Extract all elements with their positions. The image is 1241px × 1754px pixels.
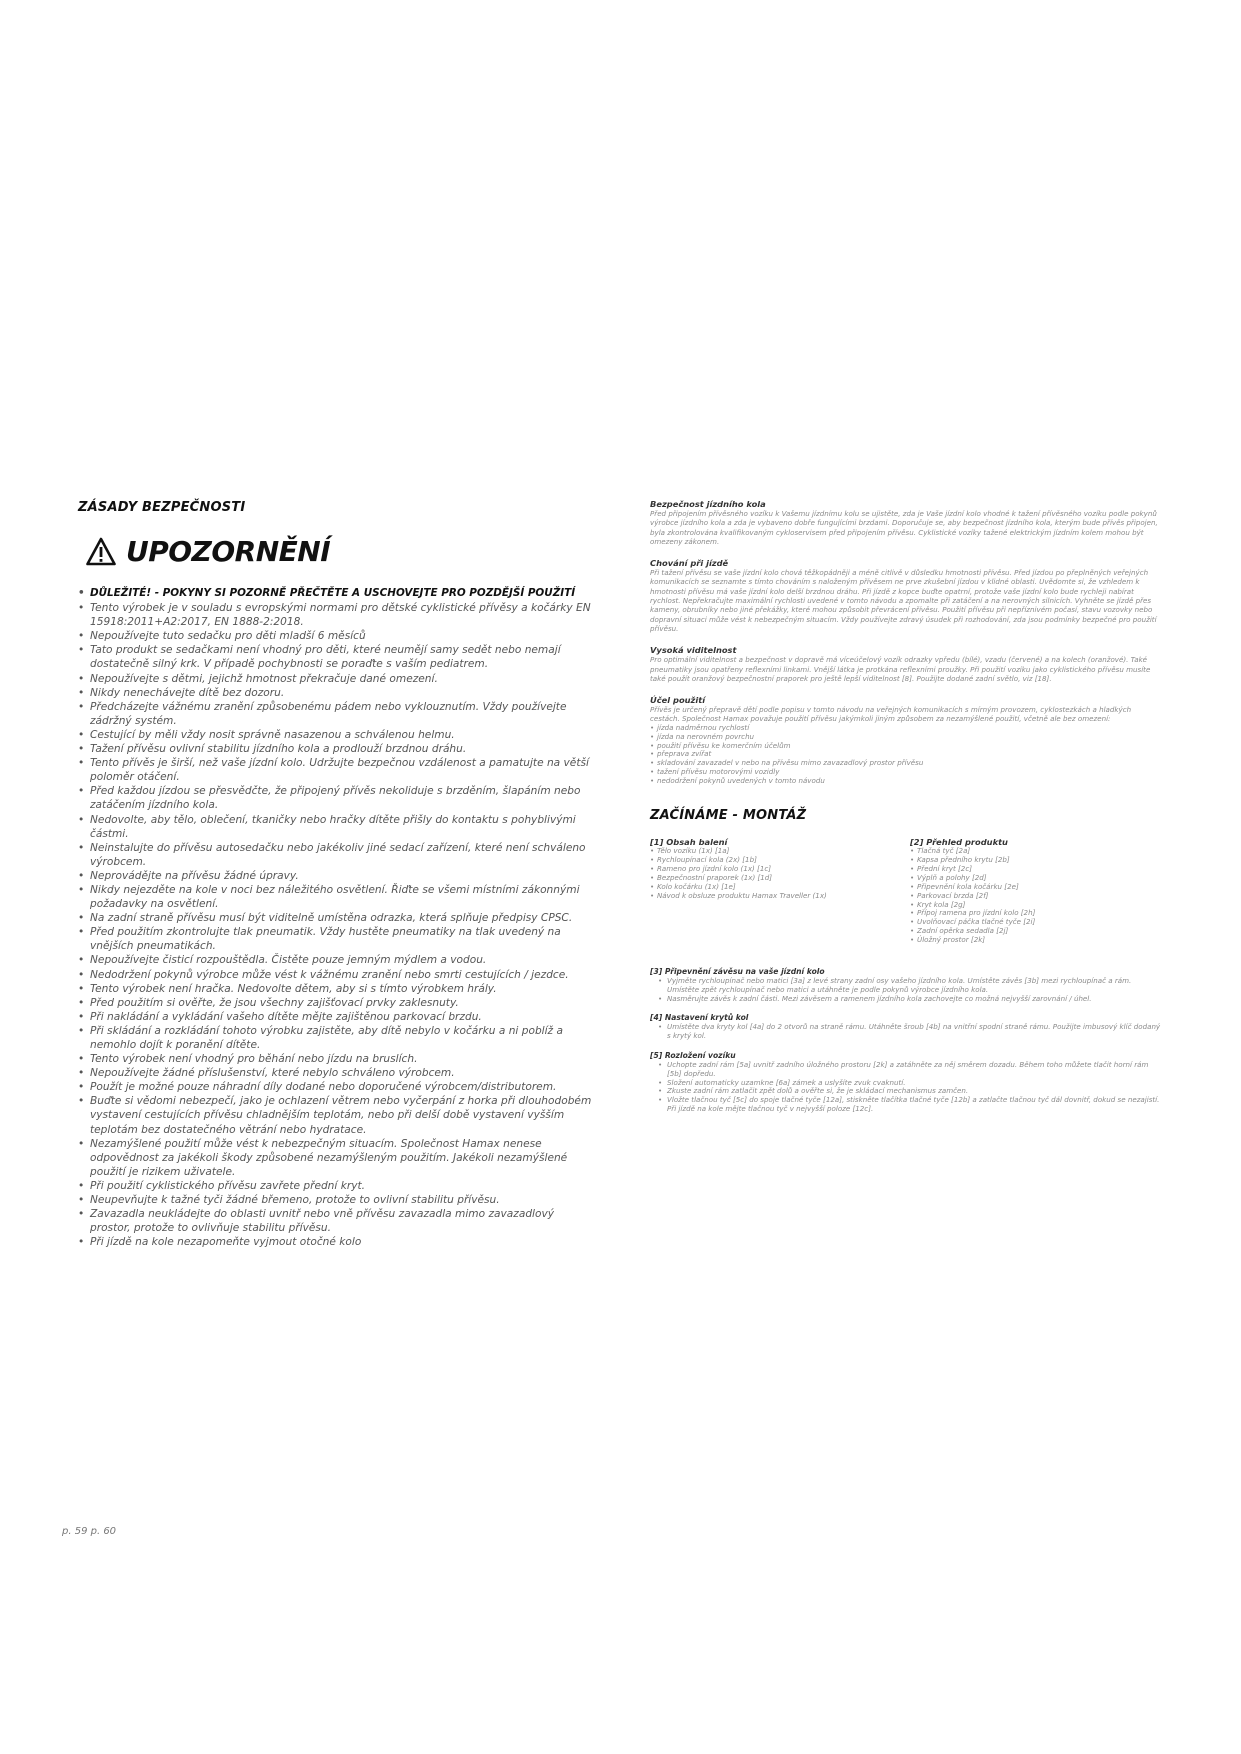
- list-item: • Při skládání a rozkládání tohoto výrobku zajistěte, aby dítě nebylo v kočárku a ni poblíž a nemohlo dojít k poranění dítěte.: [78, 1024, 593, 1052]
- warning-triangle-icon: [86, 537, 116, 567]
- warning-title: UPOZORNĚNÍ: [126, 535, 331, 568]
- list-item: • Nedodržení pokynů výrobce může vést k vážnému zranění nebo smrti cestujících / jezdce.: [78, 968, 593, 982]
- list-item: • Složení automaticky uzamkne [6a] zámek a uslyšíte zvuk cvaknutí.: [658, 1079, 1162, 1088]
- step-heading: [5] Rozložení vozíku: [650, 1051, 736, 1061]
- list-item: • Před každou jízdou se přesvědčte, že připojený přívěs nekoliduje s brzděním, šlapáním nebo zatáčením jízdního kola.: [78, 784, 593, 812]
- section-title: ZÁSADY BEZPEČNOSTI: [78, 500, 246, 515]
- intended-use-block: [650, 695, 1162, 786]
- list-item: • Neinstalujte do přívěsu autosedačku nebo jakékoliv jiné sedací zařízení, které není schváleno výrobcem.: [78, 841, 593, 869]
- list-item: • jízda nadměrnou rychlostí: [650, 724, 1162, 733]
- list-item: • Před použitím si ověřte, že jsou všechny zajišťovací prvky zaklesnuty.: [78, 996, 593, 1010]
- bike-safety-block: [650, 499, 1162, 546]
- list-item: • Tento výrobek není hračka. Nedovolte dětem, aby si s tímto výrobkem hrály.: [78, 982, 593, 996]
- block-heading: Chování při jízdě: [650, 558, 729, 569]
- list-item: • Zkuste zadní rám zatlačit zpět dolů a ověřte si, že je skládací mechanismus zamčen.: [658, 1087, 1162, 1096]
- list-item: • Tlačná tyč [2a]: [910, 847, 1160, 856]
- list-item: • Buďte si vědomi nebezpečí, jako je ochlazení větrem nebo vyčerpání z horka při dlouhodobém vystavení cestujících přívěsu chladnějším teplotám, nebo při delší době vystavení vyšším teplotám bez dostatečného větrání nebo hydratace.: [78, 1094, 593, 1136]
- step-heading: [4] Nastavení krytů kol: [650, 1013, 749, 1023]
- step-list: [650, 977, 1162, 1003]
- list-item: • Uvolňovací páčka tlačné tyče [2i]: [910, 918, 1160, 927]
- list-item: • Zadní opěrka sedadla [2j]: [910, 927, 1160, 936]
- safety-rules-list: [78, 586, 593, 1249]
- list-item: • Uchopte zadní rám [5a] uvnitř zadního úložného prostoru [2k] a zatáhněte za něj směrem dozadu. Během toho můžete tlačit horní rám [5b] dopředu.: [658, 1061, 1162, 1079]
- list-item: • Nezamýšlené použití může vést k nebezpečným situacím. Společnost Hamax nenese odpovědnost za jakékoli škody způsobené nezamýšleným použitím. Jakékoli nezamýšlené použití je rizikem uživatele.: [78, 1137, 593, 1179]
- list-item: • Zavazadla neukládejte do oblasti uvnitř nebo vně přívěsu zavazadla mimo zavazadlový prostor, protože to ovlivňuje stabilitu přívěsu.: [78, 1207, 593, 1235]
- list-item: • Předcházejte vážnému zranění způsobenému pádem nebo vyklouznutím. Vždy používejte zádržný systém.: [78, 700, 593, 728]
- step-list: [650, 1061, 1162, 1114]
- block-text: Při tažení přívěsu se vaše jízdní kolo chová těžkopádněji a méně citlivě v důsledku hmotnosti přívěsu. Před jízdou po přeplněných veřejných komunikacích se seznamte s tímto chováním s naloženým přívěsem ne prve zkušební jízdou v klidné oblasti. Uvědomte si, že vzhledem k hmotnosti přívěsu má vaše jízdní kolo delší brzdnou dráhu. Při jízdě z kopce buďte opatrní, protože vaše jízdní kolo bude rychleji nabírat rychlost. Nepřekračujte maximální rychlosti uvedené v tomto návodu a zpomalte při zatáčení a na nerovných silnicích. Vyhněte se jízdě přes kameny, obrubníky nebo jiné překážky, které mohou způsobit převrácení přívěsu. Použití přívěsu při nepříznivém počasí, stavu vozovky nebo dopravní situaci může vést k nebezpečným situacím. Vždy používejte zdravý úsudek při rozhodování, zda jsou podmínky bezpečné pro použití přívěsu.: [650, 568, 1157, 633]
- list-item: • Nepoužívejte tuto sedačku pro děti mladší 6 měsíců: [78, 629, 593, 643]
- block-heading: Vysoká viditelnost: [650, 645, 737, 656]
- list-item: • skladování zavazadel v nebo na přívěsu mimo zavazadlový prostor přívěsu: [650, 759, 1162, 768]
- contents-list: [650, 847, 910, 900]
- list-item: • Nikdy nenechávejte dítě bez dozoru.: [78, 686, 593, 700]
- list-item: • Parkovací brzda [2f]: [910, 892, 1160, 901]
- list-item: • přeprava zvířat: [650, 750, 1162, 759]
- list-item: • Rameno pro jízdní kolo (1x) [1c]: [650, 865, 910, 874]
- list-item: • Přední kryt [2c]: [910, 865, 1160, 874]
- list-item: • Při použití cyklistického přívěsu zavřete přední kryt.: [78, 1179, 593, 1193]
- important-notice: • DŮLEŽITÉ! - POKYNY SI POZORNĚ PŘEČTĚTE A USCHOVEJTE PRO POZDĚJŠÍ POUŽITÍ: [78, 586, 593, 600]
- assembly-title: ZAČÍNÁME - MONTÁŽ: [650, 808, 807, 824]
- list-item: • Při jízdě na kole nezapomeňte vyjmout otočné kolo: [78, 1235, 593, 1249]
- list-item: • Návod k obsluze produktu Hamax Traveller (1x): [650, 892, 910, 901]
- step-list: [650, 1023, 1162, 1041]
- contents-overview: [650, 837, 1162, 945]
- block-heading: [1] Obsah balení: [650, 837, 728, 848]
- list-item: • použití přívěsu ke komerčním účelům: [650, 742, 1162, 751]
- block-heading: [2] Přehled produktu: [910, 837, 1008, 848]
- list-item: • Na zadní straně přívěsu musí být viditelně umístěna odrazka, která splňuje předpisy CPSC.: [78, 911, 593, 925]
- list-item: • Cestující by měli vždy nosit správně nasazenou a schválenou helmu.: [78, 728, 593, 742]
- overview-list: [910, 847, 1160, 945]
- instructions-column: [650, 499, 1162, 1124]
- list-item: • Nepoužívejte s dětmi, jejichž hmotnost překračuje dané omezení.: [78, 672, 593, 686]
- list-item: • Bezpečnostní praporek (1x) [1d]: [650, 874, 910, 883]
- list-item: • Tento výrobek je v souladu s evropskými normami pro dětské cyklistické přívěsy a kočárky EN 15918:2011+A2:2017, EN 1888-2:2018.: [78, 601, 593, 629]
- list-item: • Vyjměte rychloupínač nebo matici [3a] z levé strany zadní osy vašeho jízdního kola. Umístěte závěs [3b] mezi rychloupínač a rám. Umístěte zpět rychloupínač nebo matici a utáhněte je podle pokynů výrobce jízdního kola.: [658, 977, 1162, 995]
- list-item: • Při nakládání a vykládání vašeho dítěte mějte zajištěnou parkovací brzdu.: [78, 1010, 593, 1024]
- block-heading: Účel použití: [650, 695, 706, 706]
- list-item: • Tato produkt se sedačkami není vhodný pro děti, které neumějí samy sedět nebo nemají dostatečně silný krk. V případě pochybnosti se poraďte s vaším pediatrem.: [78, 643, 593, 671]
- block-text: Přívěs je určený přepravě dětí podle popisu v tomto návodu na veřejných komunikacích s mírným provozem, cyklostezkách a hladkých cestách. Společnost Hamax považuje použití přívěsu jakýmkoli jiným způsobem za nezamýšlené použití, včetně ale bez omezení:: [650, 705, 1132, 724]
- list-item: • Nasměrujte závěs k zadní části. Mezi závěsem a ramenem jízdního kola zachovejte co možná nejvyšší zarovnání / úhel.: [658, 995, 1162, 1004]
- list-item: • Tažení přívěsu ovlivní stabilitu jízdního kola a prodlouží brzdnou dráhu.: [78, 742, 593, 756]
- package-contents: [650, 837, 910, 945]
- warning-header: [78, 535, 593, 568]
- list-item: • nedodržení pokynů uvedených v tomto návodu: [650, 777, 1162, 786]
- step-heading: [3] Připevnění závěsu na vaše jízdní kolo: [650, 967, 825, 977]
- step-wheel-covers: [650, 1013, 1162, 1041]
- step-unfold: [650, 1051, 1162, 1114]
- list-item: • Kolo kočárku (1x) [1e]: [650, 883, 910, 892]
- list-item: • Rychloupínací kola (2x) [1b]: [650, 856, 910, 865]
- list-item: • Nepoužívejte čisticí rozpouštědla. Čistěte pouze jemným mýdlem a vodou.: [78, 953, 593, 967]
- list-item: • Úložný prostor [2k]: [910, 936, 1160, 945]
- list-item: • Neprovádějte na přívěsu žádné úpravy.: [78, 869, 593, 883]
- list-item: • Použít je možné pouze náhradní díly dodané nebo doporučené výrobcem/distributorem.: [78, 1080, 593, 1094]
- visibility-block: [650, 645, 1162, 683]
- block-heading: Bezpečnost jízdního kola: [650, 499, 766, 509]
- list-item: • Tento přívěs je širší, než vaše jízdní kolo. Udržujte bezpečnou vzdálenost a pamatujte na větší poloměr otáčení.: [78, 756, 593, 784]
- list-item: • Před použitím zkontrolujte tlak pneumatik. Vždy hustěte pneumatiky na tlak uvedený na vnějších pneumatikách.: [78, 925, 593, 953]
- list-item: • Nedovolte, aby tělo, oblečení, tkaničky nebo hračky dítěte přišly do kontaktu s pohyblivými částmi.: [78, 813, 593, 841]
- step-hitch: [650, 967, 1162, 1003]
- list-item: • Umístěte dva kryty kol [4a] do 2 otvorů na straně rámu. Utáhněte šroub [4b] na vnitřní spodní straně rámu. Použijte imbusový klíč dodaný s krytý kol.: [658, 1023, 1162, 1041]
- safety-column: [78, 500, 593, 1249]
- list-item: • Nikdy nejezděte na kole v noci bez náležitého osvětlení. Řiďte se všemi místními zákonnými požadavky na osvětlení.: [78, 883, 593, 911]
- list-item: • Kapsa předního krytu [2b]: [910, 856, 1160, 865]
- list-item: • Tento výrobek není vhodný pro běhání nebo jízdu na bruslích.: [78, 1052, 593, 1066]
- block-text: Pro optimální viditelnost a bezpečnost v dopravě má víceúčelový vozík odrazky vpředu (bílé), vzadu (červené) a na kolech (oranžové). Také pneumatiky jsou opatřeny reflexními linkami. Vnější látka je protkána reflexními proužky. Při použití vozíku jako cyklistického přívěsu musíte také použít oranžový bezpečnostní praporek pro ještě lepší viditelnost [8]. Použijte dodané zadní světlo, viz [18].: [650, 655, 1151, 683]
- list-item: • Vložte tlačnou tyč [5c] do spoje tlačné tyče [12a], stiskněte tlačítka tlačné tyče [12b] a zatlačte tlačnou tyč dál dovnitř, dokud se nezajistí. Při jízdě na kole mějte tlačnou tyč v nejvyšší poloze [12c].: [658, 1096, 1162, 1114]
- list-item: • Výplň a polohy [2d]: [910, 874, 1160, 883]
- misuse-list: [650, 724, 1162, 786]
- list-item: • Nepoužívejte žádné příslušenství, které nebylo schváleno výrobcem.: [78, 1066, 593, 1080]
- list-item: • Neupevňujte k tažné tyči žádné břemeno, protože to ovlivní stabilitu přívěsu.: [78, 1193, 593, 1207]
- list-item: • Připevnění kola kočárku [2e]: [910, 883, 1160, 892]
- product-overview: [910, 837, 1160, 945]
- block-text: Před připojením přívěsného vozíku k Vašemu jízdnímu kolu se ujistěte, zda je Vaše jízdní kolo vhodné k tažení přívěsného vozíku podle pokynů výrobce jízdního kola a zda je vybaveno dobře fungujícími brzdami. Doporučuje se, aby bezpečnost jízdního kola, kterým bude přívěs připojen, byla zkontrolována kvalifikovaným cykloservisem před připojením přívěsu. Cyklistické vozíky tažené elektrickým jízdním kolem mohou být omezeny zákonem.: [650, 509, 1158, 546]
- page-number: p. 59 p. 60: [62, 1526, 117, 1537]
- list-item: • jízda na nerovném povrchu: [650, 733, 1162, 742]
- riding-behaviour-block: [650, 558, 1162, 633]
- list-item: • Tělo vozíku (1x) [1a]: [650, 847, 910, 856]
- list-item: • Přípoj ramena pro jízdní kolo [2h]: [910, 909, 1160, 918]
- list-item: • Kryt kola [2g]: [910, 901, 1160, 910]
- list-item: • tažení přívěsu motorovými vozidly: [650, 768, 1162, 777]
